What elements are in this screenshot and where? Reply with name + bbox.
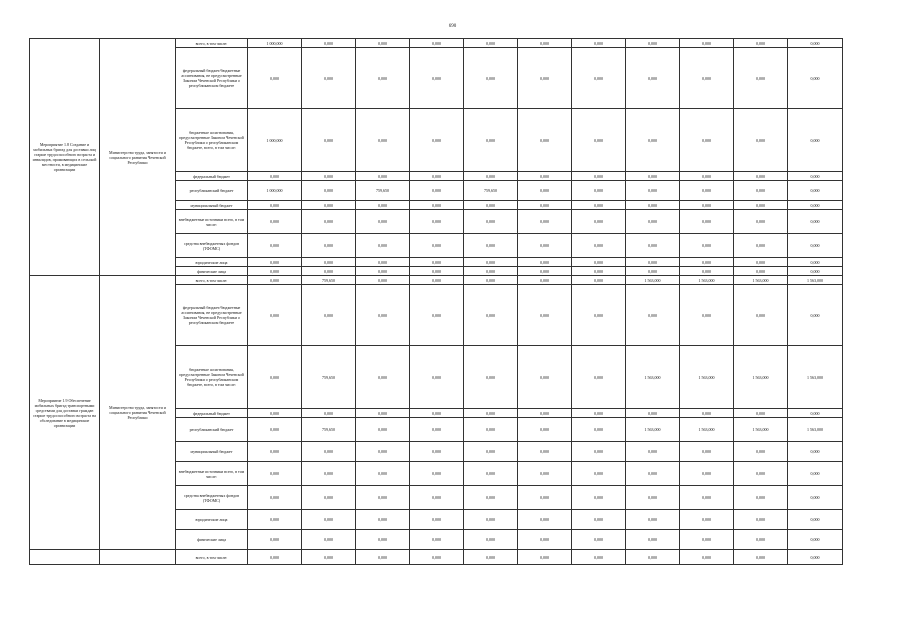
value-cell: 0,000 bbox=[626, 510, 680, 530]
value-cell: 0,000 bbox=[680, 285, 734, 346]
value-cell: 1 563,000 bbox=[788, 418, 843, 442]
value-cell: 0,000 bbox=[356, 48, 410, 109]
value-cell: 1 563,000 bbox=[734, 346, 788, 409]
value-cell: 0,000 bbox=[572, 234, 626, 258]
value-cell: 0,000 bbox=[356, 550, 410, 565]
value-cell: 0,000 bbox=[788, 48, 843, 109]
value-cell: 0,000 bbox=[788, 530, 843, 550]
value-cell: 0,000 bbox=[680, 550, 734, 565]
value-cell: 0,000 bbox=[626, 210, 680, 234]
value-cell: 0,000 bbox=[626, 267, 680, 276]
value-cell: 0,000 bbox=[734, 48, 788, 109]
value-cell: 0,000 bbox=[572, 285, 626, 346]
value-cell: 0,000 bbox=[626, 258, 680, 267]
value-cell: 0,000 bbox=[248, 276, 302, 285]
value-cell: 0,000 bbox=[734, 486, 788, 510]
value-cell: 0,000 bbox=[410, 510, 464, 530]
value-cell: 0,000 bbox=[572, 172, 626, 181]
value-cell: 0,000 bbox=[518, 267, 572, 276]
value-cell: 0,000 bbox=[410, 234, 464, 258]
value-cell: 0,000 bbox=[626, 409, 680, 418]
value-cell: 0,000 bbox=[248, 442, 302, 462]
value-cell: 0,000 bbox=[626, 181, 680, 201]
value-cell: 0,000 bbox=[626, 109, 680, 172]
value-cell: 0,000 bbox=[572, 462, 626, 486]
funding-source-cell: муниципальный бюджет bbox=[176, 201, 248, 210]
value-cell: 0,000 bbox=[464, 530, 518, 550]
value-cell: 0,000 bbox=[518, 109, 572, 172]
value-cell: 0,000 bbox=[464, 510, 518, 530]
value-cell: 0,000 bbox=[356, 234, 410, 258]
value-cell: 0,000 bbox=[518, 462, 572, 486]
value-cell: 0,000 bbox=[248, 409, 302, 418]
value-cell: 0,000 bbox=[572, 510, 626, 530]
value-cell: 0,000 bbox=[626, 530, 680, 550]
value-cell: 0,000 bbox=[248, 550, 302, 565]
value-cell: 0,000 bbox=[680, 181, 734, 201]
value-cell: 0,000 bbox=[356, 172, 410, 181]
value-cell: 0,000 bbox=[518, 409, 572, 418]
funding-source-cell: всего, в том числе: bbox=[176, 550, 248, 565]
value-cell: 0,000 bbox=[572, 276, 626, 285]
value-cell: 0,000 bbox=[302, 267, 356, 276]
value-cell: 0,000 bbox=[410, 48, 464, 109]
value-cell: 0,000 bbox=[356, 510, 410, 530]
value-cell: 0,000 bbox=[248, 285, 302, 346]
value-cell: 1 563,000 bbox=[788, 346, 843, 409]
funding-source-cell: федеральный бюджет bbox=[176, 172, 248, 181]
value-cell: 0,000 bbox=[410, 172, 464, 181]
funding-source-cell: федеральный бюджет/бюджетные ассигнования, не предусмотренные Законом Чеченской Республики о республиканском бюджете bbox=[176, 285, 248, 346]
event-name-cell: Мероприятие 1.9 Обеспечение мобильных бригад транспортными средствами для доставки граждан старше трудоспособного возраста на обследование в медицинские организации bbox=[30, 276, 100, 550]
event-name-cell: Мероприятие 1.8 Создание и мобильных бригад для доставки лиц старше трудоспособного возраста и инвалидов, проживающих в сельской местности, в медицинские организации bbox=[30, 39, 100, 276]
value-cell: 0,000 bbox=[518, 48, 572, 109]
value-cell: 0,000 bbox=[518, 285, 572, 346]
value-cell: 0,000 bbox=[734, 530, 788, 550]
value-cell: 1 563,000 bbox=[626, 276, 680, 285]
value-cell: 1 000,000 bbox=[248, 109, 302, 172]
value-cell: 0,000 bbox=[410, 276, 464, 285]
table-row bbox=[30, 39, 843, 48]
value-cell: 0,000 bbox=[734, 550, 788, 565]
value-cell: 0,000 bbox=[788, 510, 843, 530]
value-cell: 0,000 bbox=[356, 462, 410, 486]
value-cell: 0,000 bbox=[302, 181, 356, 201]
value-cell: 0,000 bbox=[626, 48, 680, 109]
executor-cell: Министерство труда, занятости и социального развития Чеченской Республики bbox=[100, 276, 176, 550]
value-cell: 0,000 bbox=[356, 409, 410, 418]
value-cell: 0,000 bbox=[518, 276, 572, 285]
value-cell: 0,000 bbox=[626, 462, 680, 486]
value-cell: 0,000 bbox=[788, 442, 843, 462]
value-cell: 0,000 bbox=[518, 258, 572, 267]
value-cell: 0,000 bbox=[788, 201, 843, 210]
value-cell: 0,000 bbox=[248, 346, 302, 409]
value-cell: 0,000 bbox=[626, 550, 680, 565]
value-cell: 0,000 bbox=[248, 530, 302, 550]
value-cell: 0,000 bbox=[356, 201, 410, 210]
value-cell: 0,000 bbox=[734, 258, 788, 267]
value-cell: 0,000 bbox=[518, 39, 572, 48]
value-cell: 0,000 bbox=[680, 39, 734, 48]
table-row bbox=[30, 276, 843, 285]
value-cell: 0,000 bbox=[788, 109, 843, 172]
value-cell: 0,000 bbox=[680, 510, 734, 530]
value-cell: 0,000 bbox=[572, 48, 626, 109]
value-cell: 0,000 bbox=[464, 462, 518, 486]
value-cell: 0,000 bbox=[788, 181, 843, 201]
budget-table bbox=[29, 38, 843, 565]
value-cell: 1 563,000 bbox=[788, 276, 843, 285]
value-cell: 1 563,000 bbox=[680, 276, 734, 285]
value-cell: 0,000 bbox=[734, 172, 788, 181]
value-cell: 0,000 bbox=[734, 510, 788, 530]
value-cell: 0,000 bbox=[464, 276, 518, 285]
value-cell: 0,000 bbox=[572, 486, 626, 510]
value-cell: 0,000 bbox=[410, 418, 464, 442]
value-cell: 0,000 bbox=[410, 181, 464, 201]
value-cell: 0,000 bbox=[464, 201, 518, 210]
value-cell: 0,000 bbox=[248, 462, 302, 486]
value-cell: 0,000 bbox=[734, 409, 788, 418]
value-cell: 0,000 bbox=[572, 181, 626, 201]
funding-source-cell: бюджетные ассигнования, предусмотренные Законом Чеченской Республики о республиканском бюджете, всего, в том числе: bbox=[176, 346, 248, 409]
value-cell: 0,000 bbox=[734, 267, 788, 276]
value-cell: 0,000 bbox=[302, 486, 356, 510]
value-cell: 0,000 bbox=[518, 234, 572, 258]
value-cell: 0,000 bbox=[410, 201, 464, 210]
value-cell: 0,000 bbox=[788, 462, 843, 486]
value-cell: 0,000 bbox=[302, 201, 356, 210]
value-cell: 0,000 bbox=[518, 530, 572, 550]
value-cell: 0,000 bbox=[464, 285, 518, 346]
value-cell: 0,000 bbox=[410, 39, 464, 48]
value-cell: 0,000 bbox=[788, 210, 843, 234]
value-cell: 759,650 bbox=[302, 346, 356, 409]
funding-source-cell: республиканский бюджет bbox=[176, 181, 248, 201]
value-cell: 0,000 bbox=[302, 462, 356, 486]
value-cell: 0,000 bbox=[410, 210, 464, 234]
value-cell: 0,000 bbox=[518, 201, 572, 210]
value-cell: 0,000 bbox=[410, 486, 464, 510]
value-cell: 0,000 bbox=[518, 486, 572, 510]
value-cell: 0,000 bbox=[680, 462, 734, 486]
funding-source-cell: средства внебюджетных фондов (ТФОМС) bbox=[176, 234, 248, 258]
value-cell: 0,000 bbox=[680, 109, 734, 172]
value-cell: 0,000 bbox=[626, 486, 680, 510]
value-cell: 1 563,000 bbox=[626, 346, 680, 409]
value-cell: 0,000 bbox=[626, 172, 680, 181]
value-cell: 0,000 bbox=[464, 39, 518, 48]
funding-source-cell: всего, в том числе: bbox=[176, 39, 248, 48]
value-cell: 0,000 bbox=[734, 181, 788, 201]
funding-source-cell: внебюджетные источники всего, в том числе: bbox=[176, 210, 248, 234]
value-cell: 0,000 bbox=[734, 210, 788, 234]
value-cell: 0,000 bbox=[248, 172, 302, 181]
value-cell: 0,000 bbox=[356, 486, 410, 510]
value-cell: 0,000 bbox=[788, 258, 843, 267]
value-cell: 0,000 bbox=[680, 486, 734, 510]
value-cell: 0,000 bbox=[518, 510, 572, 530]
value-cell: 0,000 bbox=[788, 234, 843, 258]
funding-source-cell: физические лица bbox=[176, 267, 248, 276]
value-cell: 0,000 bbox=[302, 510, 356, 530]
value-cell: 0,000 bbox=[248, 510, 302, 530]
funding-source-cell: юридические лица bbox=[176, 258, 248, 267]
value-cell: 0,000 bbox=[788, 550, 843, 565]
value-cell: 0,000 bbox=[356, 210, 410, 234]
value-cell: 0,000 bbox=[626, 442, 680, 462]
value-cell: 0,000 bbox=[788, 39, 843, 48]
value-cell: 0,000 bbox=[356, 418, 410, 442]
value-cell: 0,000 bbox=[734, 462, 788, 486]
value-cell: 0,000 bbox=[680, 234, 734, 258]
value-cell: 0,000 bbox=[734, 109, 788, 172]
funding-source-cell: внебюджетные источники всего, в том числе: bbox=[176, 462, 248, 486]
value-cell: 1 563,000 bbox=[626, 418, 680, 442]
funding-source-cell: республиканский бюджет bbox=[176, 418, 248, 442]
value-cell: 0,000 bbox=[734, 234, 788, 258]
value-cell: 0,000 bbox=[464, 442, 518, 462]
value-cell: 0,000 bbox=[680, 409, 734, 418]
value-cell: 0,000 bbox=[518, 418, 572, 442]
value-cell: 0,000 bbox=[680, 210, 734, 234]
value-cell: 0,000 bbox=[302, 109, 356, 172]
value-cell: 1 563,000 bbox=[680, 346, 734, 409]
funding-source-cell: физические лица bbox=[176, 530, 248, 550]
value-cell: 759,650 bbox=[302, 418, 356, 442]
value-cell: 0,000 bbox=[248, 234, 302, 258]
value-cell: 0,000 bbox=[464, 258, 518, 267]
table-row bbox=[30, 550, 843, 565]
value-cell: 0,000 bbox=[572, 418, 626, 442]
value-cell: 0,000 bbox=[464, 48, 518, 109]
value-cell: 1 563,000 bbox=[680, 418, 734, 442]
value-cell: 0,000 bbox=[734, 285, 788, 346]
value-cell: 1 000,000 bbox=[248, 181, 302, 201]
value-cell: 0,000 bbox=[464, 486, 518, 510]
value-cell: 0,000 bbox=[410, 530, 464, 550]
value-cell: 0,000 bbox=[356, 442, 410, 462]
value-cell: 0,000 bbox=[302, 285, 356, 346]
value-cell: 0,000 bbox=[680, 258, 734, 267]
value-cell: 0,000 bbox=[248, 210, 302, 234]
value-cell: 0,000 bbox=[356, 530, 410, 550]
funding-source-cell: федеральный бюджет/бюджетные ассигнования, не предусмотренные Законом Чеченской Республики о республиканском бюджете bbox=[176, 48, 248, 109]
value-cell: 0,000 bbox=[572, 409, 626, 418]
value-cell: 0,000 bbox=[410, 409, 464, 418]
value-cell: 0,000 bbox=[734, 39, 788, 48]
value-cell: 0,000 bbox=[572, 258, 626, 267]
value-cell: 0,000 bbox=[518, 346, 572, 409]
value-cell: 0,000 bbox=[788, 267, 843, 276]
value-cell: 0,000 bbox=[572, 267, 626, 276]
executor-cell: Министерство труда, занятости и социального развития Чеченской Республики bbox=[100, 39, 176, 276]
value-cell: 0,000 bbox=[410, 285, 464, 346]
page-number: 690 bbox=[448, 24, 457, 29]
value-cell: 0,000 bbox=[302, 550, 356, 565]
value-cell: 0,000 bbox=[302, 530, 356, 550]
value-cell: 0,000 bbox=[248, 267, 302, 276]
value-cell: 0,000 bbox=[410, 462, 464, 486]
value-cell: 0,000 bbox=[680, 530, 734, 550]
value-cell: 0,000 bbox=[464, 550, 518, 565]
value-cell: 0,000 bbox=[734, 201, 788, 210]
value-cell: 0,000 bbox=[680, 201, 734, 210]
value-cell: 0,000 bbox=[464, 172, 518, 181]
value-cell: 1 000,000 bbox=[248, 39, 302, 48]
value-cell: 0,000 bbox=[410, 550, 464, 565]
value-cell: 0,000 bbox=[464, 418, 518, 442]
value-cell: 0,000 bbox=[788, 172, 843, 181]
value-cell: 0,000 bbox=[356, 109, 410, 172]
value-cell: 0,000 bbox=[788, 285, 843, 346]
value-cell: 0,000 bbox=[464, 234, 518, 258]
value-cell: 0,000 bbox=[572, 346, 626, 409]
value-cell: 0,000 bbox=[680, 172, 734, 181]
value-cell: 0,000 bbox=[626, 285, 680, 346]
value-cell: 0,000 bbox=[302, 210, 356, 234]
value-cell: 0,000 bbox=[680, 48, 734, 109]
value-cell: 0,000 bbox=[302, 39, 356, 48]
funding-source-cell: всего, в том числе: bbox=[176, 276, 248, 285]
value-cell: 0,000 bbox=[734, 442, 788, 462]
value-cell: 0,000 bbox=[248, 486, 302, 510]
value-cell: 0,000 bbox=[518, 172, 572, 181]
value-cell: 0,000 bbox=[302, 442, 356, 462]
value-cell: 0,000 bbox=[302, 234, 356, 258]
value-cell: 1 563,000 bbox=[734, 276, 788, 285]
value-cell: 759,650 bbox=[356, 181, 410, 201]
funding-source-cell: средства внебюджетных фондов (ТФОМС) bbox=[176, 486, 248, 510]
value-cell: 0,000 bbox=[680, 267, 734, 276]
value-cell: 0,000 bbox=[464, 267, 518, 276]
value-cell: 0,000 bbox=[626, 39, 680, 48]
value-cell: 0,000 bbox=[410, 109, 464, 172]
value-cell: 0,000 bbox=[518, 210, 572, 234]
value-cell: 0,000 bbox=[788, 486, 843, 510]
funding-source-cell: федеральный бюджет bbox=[176, 409, 248, 418]
value-cell: 0,000 bbox=[302, 48, 356, 109]
value-cell: 0,000 bbox=[410, 267, 464, 276]
value-cell: 0,000 bbox=[248, 201, 302, 210]
value-cell: 0,000 bbox=[248, 48, 302, 109]
value-cell: 0,000 bbox=[302, 172, 356, 181]
value-cell: 0,000 bbox=[302, 409, 356, 418]
value-cell: 0,000 bbox=[248, 258, 302, 267]
value-cell: 0,000 bbox=[626, 201, 680, 210]
value-cell: 0,000 bbox=[464, 409, 518, 418]
value-cell: 0,000 bbox=[788, 409, 843, 418]
value-cell: 0,000 bbox=[572, 210, 626, 234]
value-cell: 0,000 bbox=[464, 346, 518, 409]
value-cell: 0,000 bbox=[518, 550, 572, 565]
value-cell: 0,000 bbox=[626, 234, 680, 258]
value-cell: 1 563,000 bbox=[734, 418, 788, 442]
event-name-cell bbox=[30, 550, 100, 565]
value-cell: 0,000 bbox=[356, 346, 410, 409]
value-cell: 0,000 bbox=[302, 258, 356, 267]
value-cell: 0,000 bbox=[356, 285, 410, 346]
value-cell: 0,000 bbox=[518, 181, 572, 201]
value-cell: 0,000 bbox=[356, 258, 410, 267]
value-cell: 0,000 bbox=[464, 109, 518, 172]
value-cell: 0,000 bbox=[572, 109, 626, 172]
funding-source-cell: юридические лица bbox=[176, 510, 248, 530]
value-cell: 0,000 bbox=[248, 418, 302, 442]
value-cell: 0,000 bbox=[680, 442, 734, 462]
value-cell: 0,000 bbox=[572, 201, 626, 210]
value-cell: 0,000 bbox=[410, 258, 464, 267]
value-cell: 0,000 bbox=[410, 346, 464, 409]
value-cell: 0,000 bbox=[356, 267, 410, 276]
value-cell: 0,000 bbox=[572, 442, 626, 462]
value-cell: 0,000 bbox=[464, 210, 518, 234]
executor-cell bbox=[100, 550, 176, 565]
value-cell: 0,000 bbox=[410, 442, 464, 462]
value-cell: 0,000 bbox=[356, 39, 410, 48]
value-cell: 0,000 bbox=[572, 530, 626, 550]
value-cell: 0,000 bbox=[356, 276, 410, 285]
value-cell: 0,000 bbox=[518, 442, 572, 462]
value-cell: 0,000 bbox=[572, 550, 626, 565]
value-cell: 759,650 bbox=[302, 276, 356, 285]
value-cell: 759,650 bbox=[464, 181, 518, 201]
funding-source-cell: муниципальный бюджет bbox=[176, 442, 248, 462]
funding-source-cell: бюджетные ассигнования, предусмотренные Законом Чеченской Республики о республиканском бюджете, всего, в том числе: bbox=[176, 109, 248, 172]
value-cell: 0,000 bbox=[572, 39, 626, 48]
